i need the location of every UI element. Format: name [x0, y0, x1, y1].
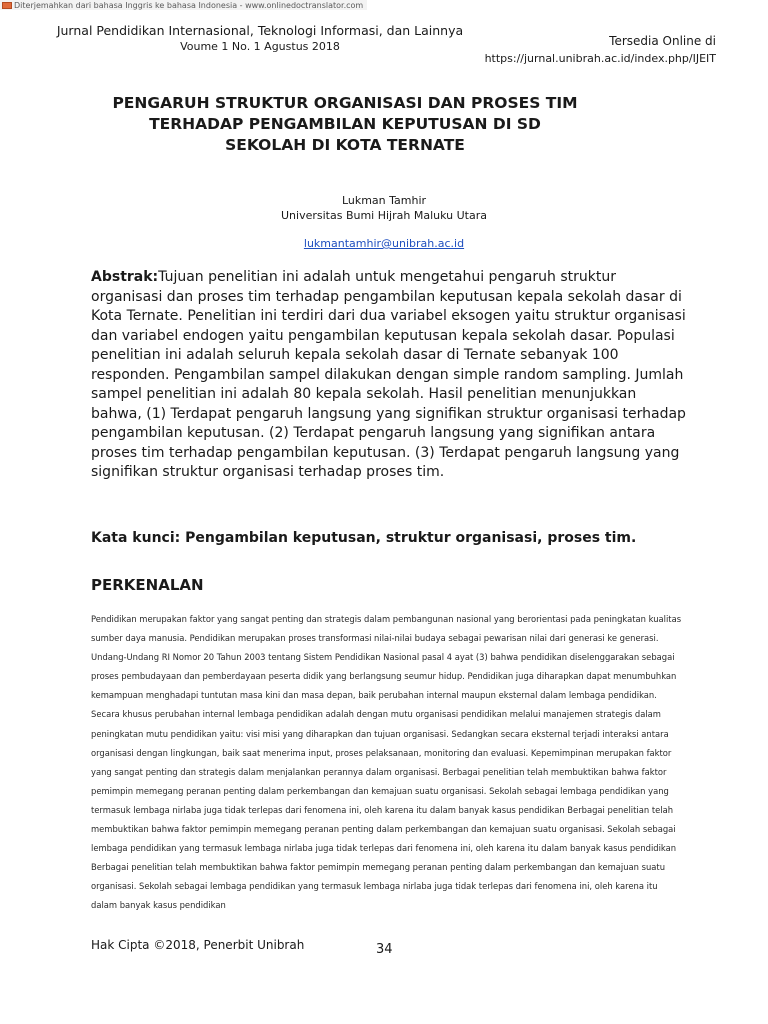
journal-name: Jurnal Pendidikan Internasional, Teknologi Informasi, dan Lainnya — [56, 23, 464, 38]
author-affiliation: Universitas Bumi Hijrah Maluku Utara — [281, 209, 487, 222]
journal-url[interactable]: https://jurnal.unibrah.ac.id/index.php/IJEIT — [484, 52, 716, 65]
journal-volume: Voume 1 No. 1 Agustus 2018 — [180, 40, 340, 53]
author-name: Lukman Tamhir — [341, 194, 427, 207]
title-line-2: TERHADAP PENGAMBILAN KEPUTUSAN DI SD — [149, 115, 541, 133]
section-body-text: Pendidikan merupakan faktor yang sangat penting dan strategis dalam pembangunan nasional yang berorientasi pada peningkatan kualitas sumber daya manusia. Pendidikan merupakan proses transformasi nilai-nilai budaya sebagai pewarisan nilai dari generasi ke generasi. Undang-Undang RI Nomor 20 Tahun 2003 tentang Sistem Pendidikan Nasional pasal 4 ayat (3) bahwa pendidikan diselenggarakan sebagai proses pembudayaan dan pemberdayaan peserta didik yang berlangsung seumur hidup. Pendidikan juga diharapkan dapat menumbuhkan kemampuan menghadapi tuntutan masa kini dan masa depan, baik perubahan internal maupun eksternal dalam lembaga pendidikan. Secara khusus perubahan internal lembaga pendidikan adalah dengan mutu organisasi pendidikan melalui manajemen strategis dalam peningkatan mutu pendidikan yaitu: visi misi yang diharapkan dan tujuan organisasi. Sedangkan secara eksternal terjadi interaksi antara organisasi dengan lingkungan, baik saat menerima input, proses pelaksanaan, monitoring dan evaluasi. Kepemimpinan merupakan faktor yang sangat penting dan strategis dalam menjalankan perannya dalam organisasi. Berbagai penelitian telah membuktikan bahwa faktor pemimpin memegang peranan penting dalam perkembangan dan kemajuan suatu organisasi. Sekolah sebagai lembaga pendidikan yang termasuk lembaga nirlaba juga tidak terlepas dari fenomena ini, oleh karena itu dalam banyak kasus pendidikan Berbagai penelitian telah membuktikan bahwa faktor pemimpin memegang peranan penting dalam perkembangan dan kemajuan suatu organisasi. Sekolah sebagai lembaga pendidikan yang termasuk lembaga nirlaba juga tidak terlepas dari fenomena ini, oleh karena itu dalam banyak kasus pendidikan Berbagai penelitian telah membuktikan bahwa faktor pemimpin memegang peranan penting dalam perkembangan dan kemajuan suatu organisasi. Sekolah sebagai lembaga pendidikan yang termasuk lembaga nirlaba juga tidak terlepas dari fenomena ini, oleh karena itu dalam banyak kasus pendidikan — [91, 614, 682, 911]
keywords: Kata kunci: Pengambilan keputusan, struktur organisasi, proses tim. — [91, 530, 637, 546]
author-email-link[interactable]: lukmantamhir@unibrah.ac.id — [303, 237, 465, 250]
title-line-3: SEKOLAH DI KOTA TERNATE — [225, 136, 465, 154]
page-number: 34 — [376, 942, 393, 957]
paper-title — [100, 93, 590, 156]
footer-copyright: Hak Cipta ©2018, Penerbit Unibrah — [91, 938, 305, 952]
translator-logo-icon — [2, 2, 12, 9]
abstract — [91, 268, 691, 483]
translator-banner[interactable] — [0, 0, 367, 10]
abstract-label: Abstrak: — [91, 269, 159, 285]
title-line-1: PENGARUH STRUKTUR ORGANISASI DAN PROSES TIM — [112, 94, 578, 112]
available-online-label: Tersedia Online di — [609, 34, 716, 48]
translator-banner-text[interactable]: Diterjemahkan dari bahasa Inggris ke bahasa Indonesia - www.onlinedoctranslator.com — [14, 0, 364, 10]
section-heading: PERKENALAN — [91, 576, 204, 594]
abstract-text: Tujuan penelitian ini adalah untuk mengetahui pengaruh struktur organisasi dan proses tim terhadap pengambilan keputusan kepala sekolah dasar di Kota Ternate. Penelitian ini terdiri dari dua variabel eksogen yaitu struktur organisasi dan variabel endogen yaitu pengambilan keputusan kepala sekolah dasar. Populasi penelitian ini adalah seluruh kepala sekolah dasar di Ternate sebanyak 100 responden. Pengambilan sampel dilakukan dengan simple random sampling. Jumlah sampel penelitian ini adalah 80 kepala sekolah. Hasil penelitian menunjukkan bahwa, (1) Terdapat pengaruh langsung yang signifikan struktur organisasi terhadap pengambilan keputusan. (2) Terdapat pengaruh langsung yang signifikan antara proses tim terhadap pengambilan keputusan. (3) Terdapat pengaruh langsung yang signifikan struktur organisasi terhadap proses tim. — [91, 269, 686, 480]
